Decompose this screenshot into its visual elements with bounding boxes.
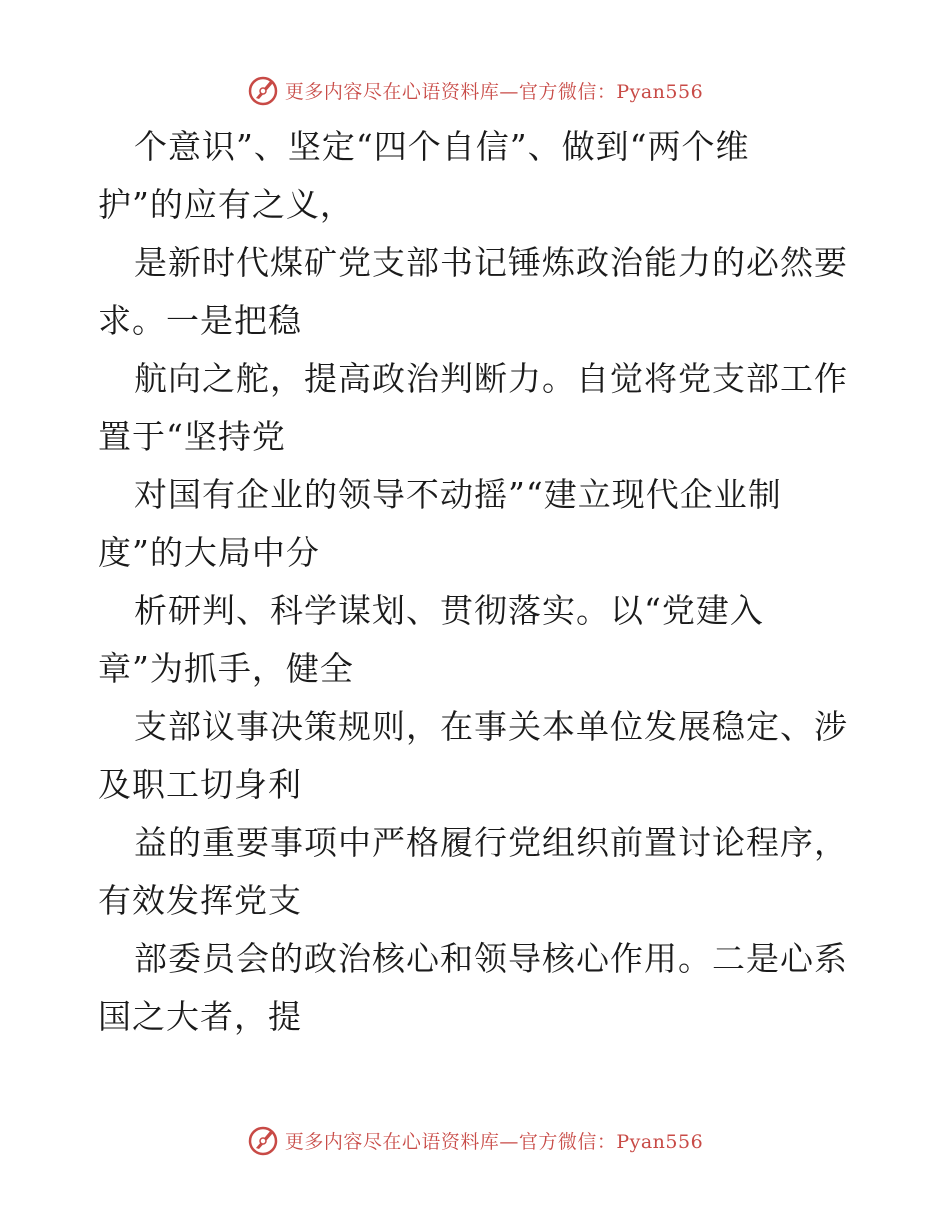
text-line: 有效发挥党支 <box>98 881 302 920</box>
watermark-text: 更多内容尽在心语资料库—官方微信：Pyan556 <box>284 1130 704 1153</box>
text-line: 支部议事决策规则，在事关本单位发展稳定、涉 <box>134 707 848 746</box>
text-line: 是新时代煤矿党支部书记锤炼政治能力的必然要 <box>134 243 848 282</box>
text-line: 及职工切身利 <box>98 765 302 804</box>
document-body <box>98 118 898 1046</box>
text-line: 置于“坚持党 <box>98 417 286 456</box>
text-line: 国之大者，提 <box>98 997 302 1036</box>
text-line: 益的重要事项中严格履行党组织前置讨论程序， <box>134 823 848 862</box>
text-line: 章”为抓手，健全 <box>98 649 354 688</box>
text-line: 对国有企业的领导不动摇”“建立现代企业制 <box>134 475 782 514</box>
text-line: 析研判、科学谋划、贯彻落实。以“党建入 <box>134 591 764 630</box>
text-line: 求。一是把稳 <box>98 301 302 340</box>
text-line: 部委员会的政治核心和领导核心作用。二是心系 <box>134 939 848 978</box>
text-line: 度”的大局中分 <box>98 533 320 572</box>
watermark-text: 更多内容尽在心语资料库—官方微信：Pyan556 <box>284 80 704 103</box>
quill-logo-icon <box>247 74 279 106</box>
text-line: 航向之舵，提高政治判断力。自觉将党支部工作 <box>134 359 848 398</box>
text-line: 个意识”、坚定“四个自信”、做到“两个维 <box>134 127 750 166</box>
quill-logo-icon <box>247 1124 279 1156</box>
text-line: 护”的应有之义， <box>98 185 354 224</box>
header-watermark <box>0 70 950 110</box>
footer-watermark <box>0 1120 950 1160</box>
